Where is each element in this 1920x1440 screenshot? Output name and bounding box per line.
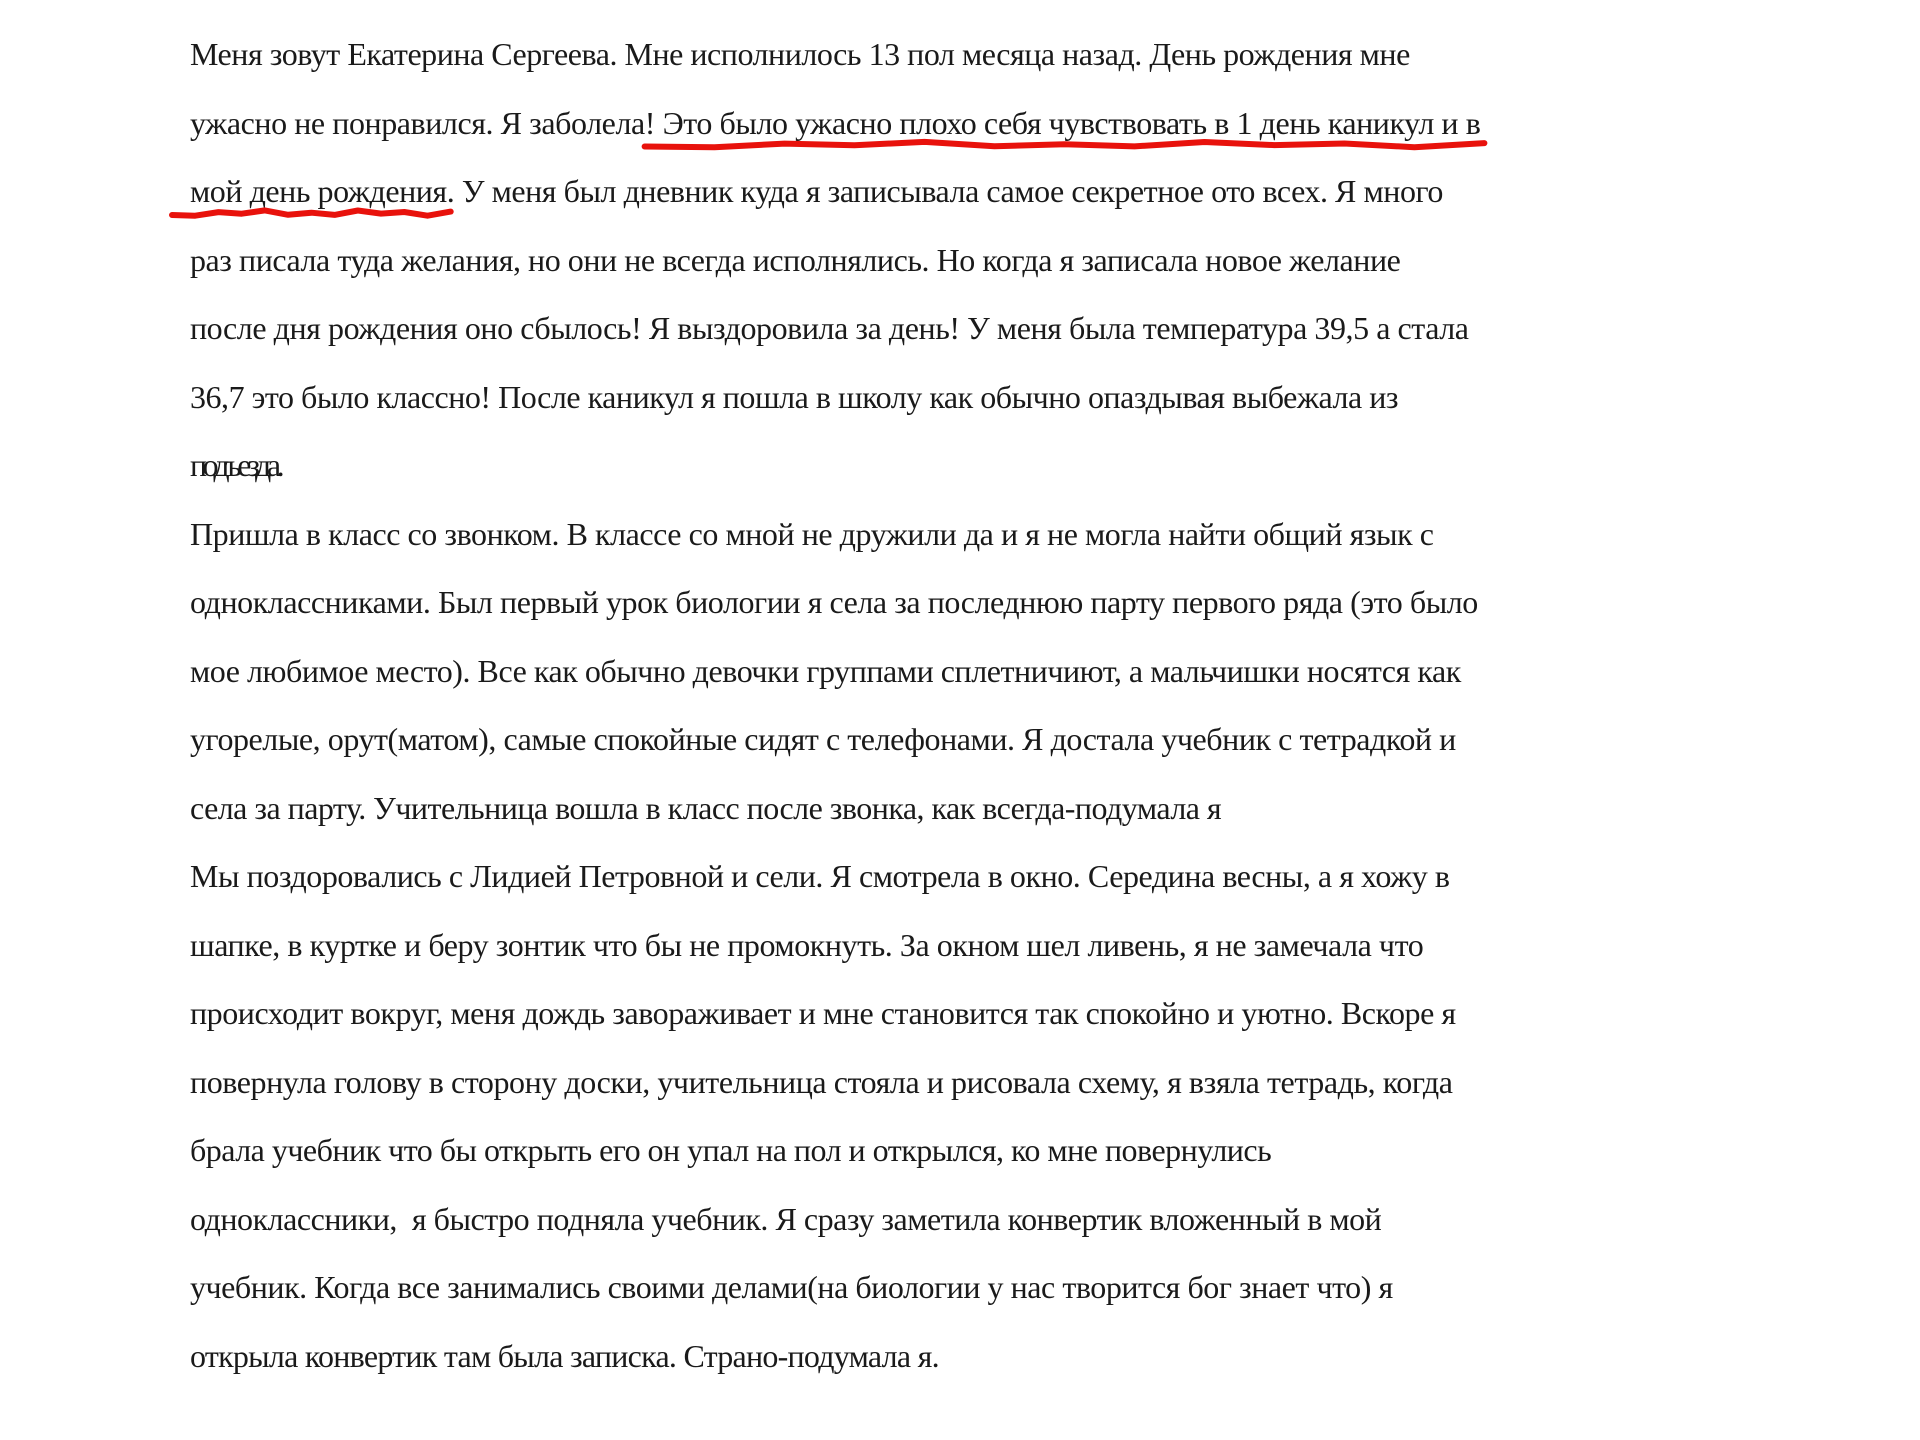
text-segment: ужасно не понравился. Я заболела!: [190, 104, 663, 141]
text-segment: брала учебник что бы открыть его он упал на пол и открылся, ко мне повернулись: [190, 1132, 1272, 1168]
text-segment: учебник. Когда все занимались своими делами(на биологии у нас творится бог знает что) я: [190, 1269, 1393, 1305]
text-line: [190, 1116, 1790, 1185]
text-segment: раз писала туда желания, но они не всегда исполнялись. Но когда я записала новое желание: [190, 241, 1401, 278]
text-line: [190, 1185, 1790, 1254]
text-line: [190, 1253, 1790, 1322]
text-segment: после дня рождения оно сбылось! Я выздоровила за день! У меня была температура 39,5 а стала: [190, 310, 1469, 346]
underlined-text: Это было ужасно плохо себя чувствовать в 1 день каникул и в: [662, 104, 1481, 141]
text-line: [190, 1322, 1790, 1391]
text-line: [190, 157, 1790, 226]
text-line: [190, 1048, 1790, 1117]
text-line: [190, 500, 1790, 569]
text-line: [190, 842, 1790, 911]
text-line: [190, 20, 1790, 89]
text-segment: 36,7 это было классно! После каникул я пошла в школу как обычно опаздывая выбежала из: [190, 378, 1399, 415]
text-segment: мое любимое место). Все как обычно девочки группами сплетничиют, а мальчишки носятся как: [190, 652, 1461, 689]
text-line: [190, 705, 1790, 774]
text-line: [190, 568, 1790, 637]
text-line: [190, 294, 1790, 363]
text-line: [190, 363, 1790, 432]
text-segment: открыла конвертик там была записка. Страно-подумала я.: [190, 1337, 939, 1374]
text-line: [190, 979, 1790, 1048]
text-segment: повернула голову в сторону доски, учительница стояла и рисовала схему, я взяла тетрадь, когда: [190, 1063, 1453, 1100]
text-line: [190, 637, 1790, 706]
underlined-text: мой день рождения: [190, 173, 447, 209]
text-segment: одноклассники, я быстро подняла учебник. Я сразу заметила конвертик вложенный в мой: [190, 1200, 1382, 1237]
text-segment: происходит вокруг, меня дождь завораживает и мне становится так спокойно и уютно. Вскоре я: [190, 995, 1456, 1031]
text-segment: Пришла в класс со звонком. В классе со мной не дружили да и я не могла найти общий язык с: [190, 515, 1434, 552]
document-text: [190, 20, 1790, 1390]
text-segment: села за парту. Учительница вошла в класс после звонка, как всегда-подумала я: [190, 789, 1222, 826]
text-segment: подъезда.: [190, 447, 281, 483]
text-segment: Мы поздоровались с Лидией Петровной и сели. Я смотрела в окно. Середина весны, а я хожу в: [190, 858, 1450, 894]
text-line: [190, 89, 1790, 158]
text-segment: одноклассниками. Был первый урок биологии я села за последнюю парту первого ряда (это было: [190, 584, 1478, 620]
text-segment: шапке, в куртке и беру зонтик что бы не промокнуть. За окном шел ливень, я не замечала что: [190, 926, 1424, 963]
text-line: [190, 226, 1790, 295]
text-segment: угорелые, орут(матом), самые спокойные сидят с телефонами. Я достала учебник с тетрадкой и: [190, 721, 1456, 757]
text-line: [190, 911, 1790, 980]
text-line: [190, 774, 1790, 843]
text-segment: . У меня был дневник куда я записывала самое секретное ото всех. Я много: [446, 173, 1443, 209]
text-segment: Меня зовут Екатерина Сергеева. Мне исполнилось 13 пол месяца назад. День рождения мне: [190, 36, 1410, 72]
text-line: [190, 431, 1790, 500]
